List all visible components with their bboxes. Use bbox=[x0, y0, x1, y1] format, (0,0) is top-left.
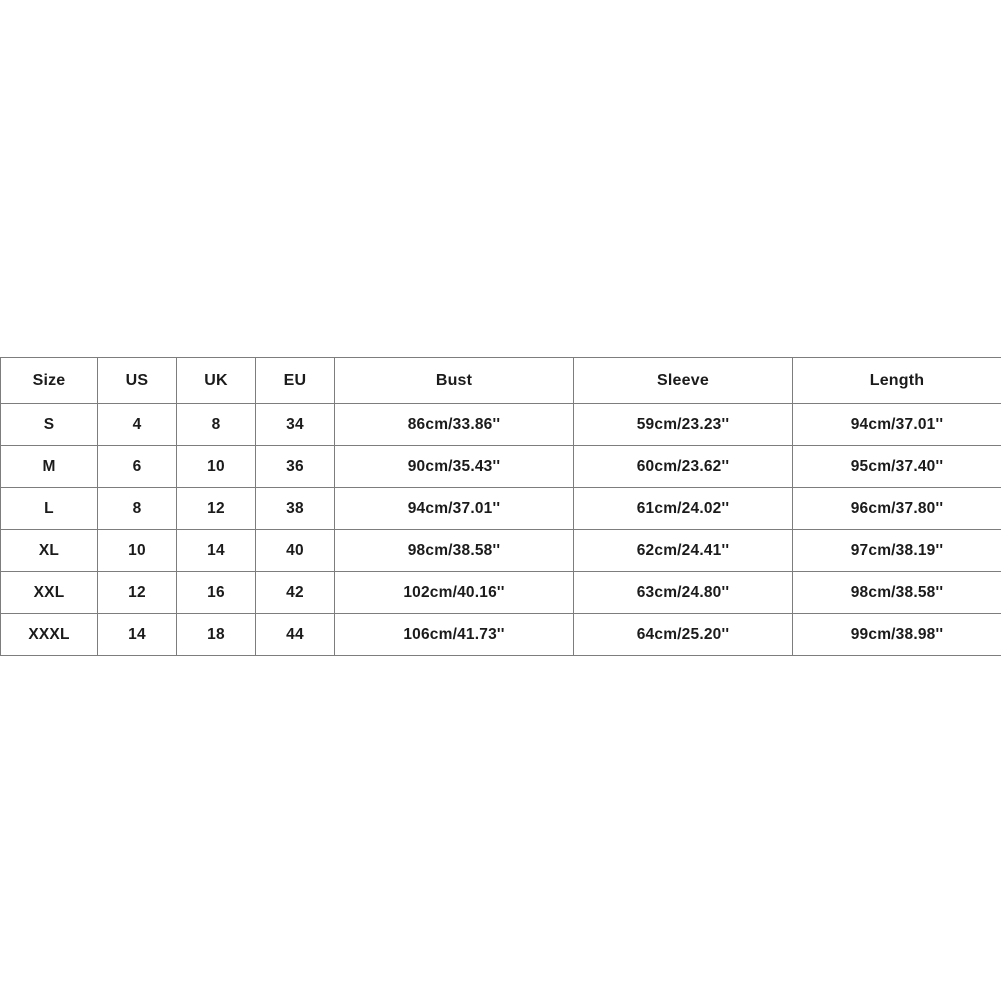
table-row bbox=[1, 572, 1001, 614]
cell-eu: 42 bbox=[256, 572, 335, 614]
cell-sleeve: 61cm/24.02'' bbox=[574, 488, 793, 530]
cell-length: 94cm/37.01'' bbox=[793, 404, 1001, 446]
cell-length: 99cm/38.98'' bbox=[793, 614, 1001, 656]
cell-sleeve: 64cm/25.20'' bbox=[574, 614, 793, 656]
table-row bbox=[1, 614, 1001, 656]
column-header-us: US bbox=[98, 358, 177, 404]
cell-us: 12 bbox=[98, 572, 177, 614]
cell-eu: 38 bbox=[256, 488, 335, 530]
cell-size: XXL bbox=[1, 572, 98, 614]
column-header-bust: Bust bbox=[335, 358, 574, 404]
table-row bbox=[1, 530, 1001, 572]
cell-size: M bbox=[1, 446, 98, 488]
cell-us: 6 bbox=[98, 446, 177, 488]
cell-us: 4 bbox=[98, 404, 177, 446]
table-header bbox=[1, 358, 1001, 404]
cell-bust: 86cm/33.86'' bbox=[335, 404, 574, 446]
size-chart-container bbox=[0, 357, 1001, 656]
cell-us: 14 bbox=[98, 614, 177, 656]
cell-bust: 98cm/38.58'' bbox=[335, 530, 574, 572]
table-row bbox=[1, 488, 1001, 530]
cell-uk: 16 bbox=[177, 572, 256, 614]
cell-us: 10 bbox=[98, 530, 177, 572]
cell-eu: 36 bbox=[256, 446, 335, 488]
cell-uk: 8 bbox=[177, 404, 256, 446]
cell-uk: 10 bbox=[177, 446, 256, 488]
cell-length: 95cm/37.40'' bbox=[793, 446, 1001, 488]
cell-bust: 90cm/35.43'' bbox=[335, 446, 574, 488]
cell-bust: 106cm/41.73'' bbox=[335, 614, 574, 656]
cell-sleeve: 59cm/23.23'' bbox=[574, 404, 793, 446]
table-body bbox=[1, 404, 1001, 656]
cell-sleeve: 60cm/23.62'' bbox=[574, 446, 793, 488]
cell-eu: 34 bbox=[256, 404, 335, 446]
cell-eu: 44 bbox=[256, 614, 335, 656]
cell-sleeve: 63cm/24.80'' bbox=[574, 572, 793, 614]
column-header-sleeve: Sleeve bbox=[574, 358, 793, 404]
cell-length: 96cm/37.80'' bbox=[793, 488, 1001, 530]
cell-sleeve: 62cm/24.41'' bbox=[574, 530, 793, 572]
cell-bust: 94cm/37.01'' bbox=[335, 488, 574, 530]
cell-uk: 18 bbox=[177, 614, 256, 656]
table-row bbox=[1, 446, 1001, 488]
cell-size: XL bbox=[1, 530, 98, 572]
cell-size: S bbox=[1, 404, 98, 446]
column-header-length: Length bbox=[793, 358, 1001, 404]
column-header-eu: EU bbox=[256, 358, 335, 404]
cell-length: 97cm/38.19'' bbox=[793, 530, 1001, 572]
table-row bbox=[1, 404, 1001, 446]
header-row bbox=[1, 358, 1001, 404]
cell-bust: 102cm/40.16'' bbox=[335, 572, 574, 614]
cell-size: L bbox=[1, 488, 98, 530]
cell-uk: 14 bbox=[177, 530, 256, 572]
cell-length: 98cm/38.58'' bbox=[793, 572, 1001, 614]
column-header-size: Size bbox=[1, 358, 98, 404]
cell-uk: 12 bbox=[177, 488, 256, 530]
cell-eu: 40 bbox=[256, 530, 335, 572]
column-header-uk: UK bbox=[177, 358, 256, 404]
cell-us: 8 bbox=[98, 488, 177, 530]
size-chart-table bbox=[0, 357, 1001, 656]
cell-size: XXXL bbox=[1, 614, 98, 656]
